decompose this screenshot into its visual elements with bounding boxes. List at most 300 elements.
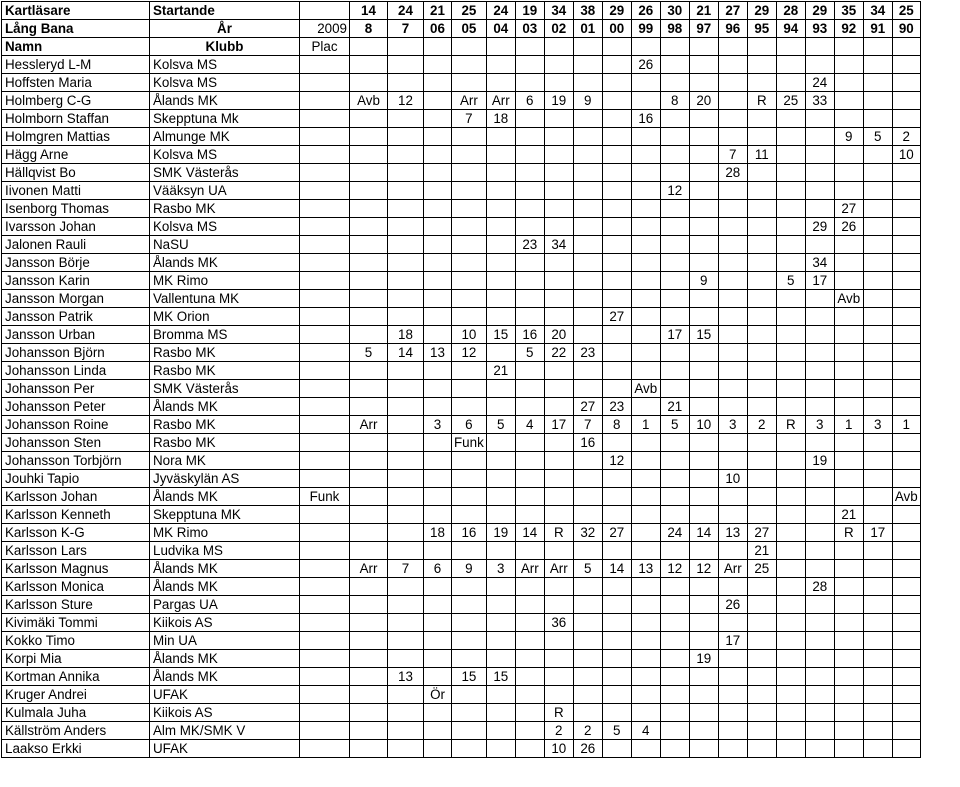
result-cell: [515, 722, 544, 740]
result-cell: [863, 596, 892, 614]
result-cell: [892, 578, 920, 596]
result-cell: [452, 254, 487, 272]
result-cell: 12: [452, 344, 487, 362]
navigator-name: Laakso Erkki: [2, 740, 150, 758]
result-cell: [452, 272, 487, 290]
result-cell: [452, 704, 487, 722]
result-cell: [834, 398, 863, 416]
result-cell: [515, 614, 544, 632]
result-cell: [300, 254, 350, 272]
result-cell: [805, 398, 834, 416]
result-cell: [602, 110, 631, 128]
result-cell: [388, 272, 424, 290]
result-cell: [424, 380, 452, 398]
result-cell: [834, 470, 863, 488]
result-cell: [573, 668, 602, 686]
header-cell: 27: [718, 2, 747, 20]
result-cell: 26: [573, 740, 602, 758]
result-cell: [300, 380, 350, 398]
header-cell: 25: [452, 2, 487, 20]
result-cell: [776, 254, 805, 272]
result-cell: 27: [834, 200, 863, 218]
result-cell: [776, 56, 805, 74]
header-cell: 8: [350, 20, 388, 38]
result-cell: [424, 470, 452, 488]
result-cell: [486, 56, 515, 74]
header-cell: [660, 38, 689, 56]
result-cell: [573, 182, 602, 200]
result-cell: [718, 380, 747, 398]
result-cell: [388, 506, 424, 524]
result-cell: [515, 488, 544, 506]
result-cell: [892, 506, 920, 524]
result-cell: [631, 236, 660, 254]
result-cell: [747, 650, 776, 668]
result-cell: [544, 146, 573, 164]
result-cell: 19: [544, 92, 573, 110]
result-cell: [747, 182, 776, 200]
result-cell: Ör: [424, 686, 452, 704]
result-cell: [388, 164, 424, 182]
result-cell: 15: [689, 326, 718, 344]
header-cell: 28: [776, 2, 805, 20]
result-cell: [747, 740, 776, 758]
result-cell: [718, 290, 747, 308]
result-cell: [689, 380, 718, 398]
table-row: [2, 416, 921, 434]
club-name: Jyväskylän AS: [150, 470, 300, 488]
result-cell: [660, 254, 689, 272]
result-cell: 6: [452, 416, 487, 434]
navigator-name: Källström Anders: [2, 722, 150, 740]
result-cell: [602, 434, 631, 452]
club-name: Pargas UA: [150, 596, 300, 614]
result-cell: [300, 92, 350, 110]
result-cell: [834, 452, 863, 470]
result-cell: [602, 56, 631, 74]
result-cell: [747, 434, 776, 452]
result-cell: 24: [660, 524, 689, 542]
result-cell: [350, 488, 388, 506]
result-cell: [388, 110, 424, 128]
result-cell: R: [544, 524, 573, 542]
result-cell: [747, 56, 776, 74]
result-cell: [805, 236, 834, 254]
result-cell: [631, 686, 660, 704]
result-cell: Arr: [350, 560, 388, 578]
table-row: [2, 488, 921, 506]
result-cell: [631, 524, 660, 542]
result-cell: [834, 434, 863, 452]
result-cell: [486, 272, 515, 290]
result-cell: [544, 110, 573, 128]
club-name: Rasbo MK: [150, 344, 300, 362]
result-cell: [350, 380, 388, 398]
result-cell: [544, 164, 573, 182]
result-cell: [805, 704, 834, 722]
result-cell: [805, 200, 834, 218]
result-cell: 16: [631, 110, 660, 128]
result-cell: [892, 92, 920, 110]
result-cell: [424, 452, 452, 470]
result-cell: [573, 218, 602, 236]
club-name: Vääksyn UA: [150, 182, 300, 200]
result-cell: [718, 740, 747, 758]
result-cell: [388, 452, 424, 470]
result-cell: [805, 290, 834, 308]
club-name: Ålands MK: [150, 488, 300, 506]
club-name: Ålands MK: [150, 92, 300, 110]
result-cell: [776, 200, 805, 218]
result-cell: 26: [718, 596, 747, 614]
result-cell: [544, 686, 573, 704]
result-cell: [515, 128, 544, 146]
result-cell: [388, 380, 424, 398]
result-cell: [350, 434, 388, 452]
header-cell: 26: [631, 2, 660, 20]
result-cell: [863, 380, 892, 398]
result-cell: [515, 272, 544, 290]
result-cell: [452, 488, 487, 506]
result-cell: 21: [660, 398, 689, 416]
result-cell: [718, 362, 747, 380]
result-cell: [424, 578, 452, 596]
header-cell: Lång Bana: [2, 20, 150, 38]
result-cell: [892, 542, 920, 560]
result-cell: [776, 578, 805, 596]
result-cell: [424, 146, 452, 164]
result-cell: 36: [544, 614, 573, 632]
result-cell: [573, 128, 602, 146]
result-cell: [689, 506, 718, 524]
result-cell: [300, 434, 350, 452]
result-cell: [388, 362, 424, 380]
header-cell: [834, 38, 863, 56]
result-cell: [544, 128, 573, 146]
result-cell: [718, 110, 747, 128]
result-cell: [573, 236, 602, 254]
result-cell: 15: [486, 326, 515, 344]
result-cell: [424, 488, 452, 506]
club-name: Kolsva MS: [150, 218, 300, 236]
result-cell: 2: [747, 416, 776, 434]
result-cell: [689, 200, 718, 218]
result-cell: [544, 218, 573, 236]
result-cell: [660, 272, 689, 290]
result-cell: 19: [486, 524, 515, 542]
navigator-name: Johansson Per: [2, 380, 150, 398]
navigator-name: Jalonen Rauli: [2, 236, 150, 254]
result-cell: [424, 650, 452, 668]
result-cell: [776, 434, 805, 452]
result-cell: [452, 632, 487, 650]
result-cell: [863, 56, 892, 74]
table-row: [2, 74, 921, 92]
result-cell: 2: [892, 128, 920, 146]
club-name: Almunge MK: [150, 128, 300, 146]
result-cell: [424, 164, 452, 182]
table-row: [2, 524, 921, 542]
result-cell: [660, 452, 689, 470]
result-cell: [892, 218, 920, 236]
result-cell: [892, 614, 920, 632]
result-cell: [660, 200, 689, 218]
result-cell: Arr: [486, 92, 515, 110]
result-cell: [718, 452, 747, 470]
result-cell: [544, 380, 573, 398]
result-cell: [892, 560, 920, 578]
result-cell: [776, 380, 805, 398]
result-cell: [544, 308, 573, 326]
result-cell: [747, 398, 776, 416]
result-cell: [602, 128, 631, 146]
header-cell: 00: [602, 20, 631, 38]
result-cell: [515, 362, 544, 380]
result-cell: [300, 128, 350, 146]
navigator-name: Johansson Roine: [2, 416, 150, 434]
result-cell: [486, 290, 515, 308]
result-cell: [834, 686, 863, 704]
header-cell: 24: [486, 2, 515, 20]
result-cell: [834, 164, 863, 182]
result-cell: [544, 578, 573, 596]
result-cell: [300, 110, 350, 128]
header-cell: [300, 2, 350, 20]
result-cell: [776, 74, 805, 92]
result-cell: 26: [631, 56, 660, 74]
result-cell: [747, 200, 776, 218]
table-row: [2, 704, 921, 722]
result-cell: [863, 74, 892, 92]
result-cell: [892, 524, 920, 542]
result-cell: 23: [573, 344, 602, 362]
result-cell: 5: [515, 344, 544, 362]
result-cell: [388, 398, 424, 416]
result-cell: [424, 722, 452, 740]
result-cell: [388, 704, 424, 722]
result-cell: [300, 344, 350, 362]
result-cell: Funk: [452, 434, 487, 452]
result-cell: 12: [689, 560, 718, 578]
result-cell: [892, 272, 920, 290]
result-cell: [452, 128, 487, 146]
result-cell: [747, 218, 776, 236]
header-cell: 03: [515, 20, 544, 38]
result-cell: 27: [573, 398, 602, 416]
result-cell: [805, 470, 834, 488]
result-cell: [350, 164, 388, 182]
result-cell: [834, 542, 863, 560]
result-cell: [631, 164, 660, 182]
result-cell: [452, 722, 487, 740]
header-cell: 24: [388, 2, 424, 20]
result-cell: 21: [486, 362, 515, 380]
result-cell: [631, 596, 660, 614]
result-cell: [834, 92, 863, 110]
club-name: Kolsva MS: [150, 56, 300, 74]
result-cell: [747, 470, 776, 488]
result-cell: [834, 254, 863, 272]
result-cell: [689, 470, 718, 488]
result-cell: [892, 290, 920, 308]
header-cell: [544, 38, 573, 56]
result-cell: [602, 344, 631, 362]
result-cell: [631, 506, 660, 524]
result-cell: Avb: [350, 92, 388, 110]
result-cell: [515, 146, 544, 164]
result-cell: 29: [805, 218, 834, 236]
result-cell: [805, 632, 834, 650]
result-cell: [515, 686, 544, 704]
result-cell: 27: [602, 308, 631, 326]
result-cell: [631, 254, 660, 272]
club-name: NaSU: [150, 236, 300, 254]
result-cell: [631, 146, 660, 164]
result-cell: [834, 326, 863, 344]
header-cell: 19: [515, 2, 544, 20]
result-cell: [486, 218, 515, 236]
result-cell: 14: [388, 344, 424, 362]
result-cell: [660, 146, 689, 164]
result-cell: [486, 200, 515, 218]
result-cell: [350, 182, 388, 200]
result-cell: 12: [388, 92, 424, 110]
club-name: MK Rimo: [150, 272, 300, 290]
result-cell: [631, 452, 660, 470]
result-cell: [602, 614, 631, 632]
result-cell: [544, 398, 573, 416]
result-cell: [660, 290, 689, 308]
result-cell: [660, 344, 689, 362]
result-cell: [515, 470, 544, 488]
result-cell: [631, 470, 660, 488]
result-cell: 9: [689, 272, 718, 290]
navigator-name: Johansson Peter: [2, 398, 150, 416]
table-row: [2, 398, 921, 416]
result-cell: [452, 542, 487, 560]
club-name: Ålands MK: [150, 560, 300, 578]
result-cell: 7: [388, 560, 424, 578]
result-cell: [350, 362, 388, 380]
result-cell: [602, 650, 631, 668]
result-cell: [300, 506, 350, 524]
result-cell: [747, 668, 776, 686]
header-cell: År: [150, 20, 300, 38]
result-cell: 12: [660, 560, 689, 578]
result-cell: [776, 290, 805, 308]
result-cell: [718, 344, 747, 362]
result-cell: [350, 272, 388, 290]
result-cell: [747, 272, 776, 290]
table-row: [2, 110, 921, 128]
result-cell: [452, 452, 487, 470]
result-cell: [300, 290, 350, 308]
result-cell: 9: [834, 128, 863, 146]
result-cell: [602, 272, 631, 290]
result-cell: [515, 308, 544, 326]
result-cell: [631, 290, 660, 308]
result-cell: [892, 326, 920, 344]
result-cell: [660, 542, 689, 560]
result-cell: [718, 128, 747, 146]
header-cell: 29: [805, 2, 834, 20]
result-cell: [452, 614, 487, 632]
navigator-name: Hoffsten Maria: [2, 74, 150, 92]
result-cell: [718, 398, 747, 416]
result-cell: [718, 506, 747, 524]
result-cell: [424, 506, 452, 524]
club-name: Kolsva MS: [150, 74, 300, 92]
result-cell: 1: [834, 416, 863, 434]
result-cell: [660, 110, 689, 128]
header-cell: [689, 38, 718, 56]
result-cell: 6: [424, 560, 452, 578]
table-row: [2, 128, 921, 146]
result-cell: [452, 650, 487, 668]
result-cell: [452, 308, 487, 326]
navigator-name: Iivonen Matti: [2, 182, 150, 200]
result-cell: [631, 308, 660, 326]
result-cell: [892, 344, 920, 362]
result-cell: [892, 686, 920, 704]
result-cell: [747, 380, 776, 398]
result-cell: [388, 56, 424, 74]
result-cell: [805, 380, 834, 398]
result-cell: [388, 128, 424, 146]
result-cell: [863, 398, 892, 416]
result-cell: [631, 434, 660, 452]
header-row: [2, 38, 921, 56]
navigator-name: Kivimäki Tommi: [2, 614, 150, 632]
result-cell: [805, 668, 834, 686]
header-cell: [602, 38, 631, 56]
result-cell: 3: [805, 416, 834, 434]
result-cell: [892, 380, 920, 398]
result-cell: [300, 578, 350, 596]
club-name: Ludvika MS: [150, 542, 300, 560]
result-cell: [892, 434, 920, 452]
result-cell: [892, 650, 920, 668]
result-cell: [718, 488, 747, 506]
result-cell: 7: [718, 146, 747, 164]
result-cell: [300, 452, 350, 470]
result-cell: 13: [388, 668, 424, 686]
result-cell: [424, 362, 452, 380]
result-cell: [424, 254, 452, 272]
table-row: [2, 632, 921, 650]
result-cell: [486, 650, 515, 668]
result-cell: [689, 452, 718, 470]
result-cell: [300, 632, 350, 650]
result-cell: [486, 596, 515, 614]
result-cell: [776, 236, 805, 254]
result-cell: [573, 488, 602, 506]
result-cell: [544, 56, 573, 74]
result-cell: [660, 668, 689, 686]
result-cell: [424, 236, 452, 254]
result-cell: Avb: [631, 380, 660, 398]
result-cell: [350, 128, 388, 146]
result-cell: [350, 308, 388, 326]
result-cell: [300, 182, 350, 200]
result-cell: [573, 290, 602, 308]
club-name: MK Rimo: [150, 524, 300, 542]
result-cell: [747, 290, 776, 308]
result-cell: [863, 218, 892, 236]
result-cell: [544, 488, 573, 506]
result-cell: [718, 704, 747, 722]
result-cell: [573, 74, 602, 92]
